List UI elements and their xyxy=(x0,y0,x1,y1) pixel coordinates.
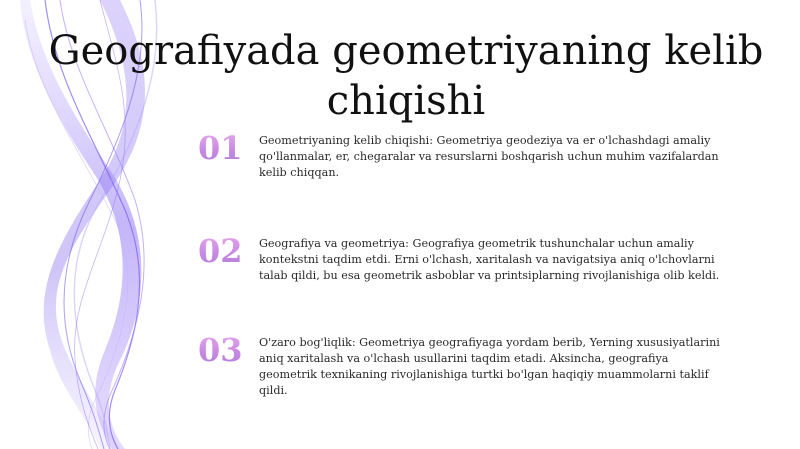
item-text: Geografiya va geometriya: Geografiya geometrik tushunchalar uchun amaliy kontekstni taqdim etdi. Erni o'lchash, xaritalash va navigatsiya aniq o'lchovlarni talab qildi, bu esa geometrik asboblar va printsiplarning rivojlanishiga olib keldi. xyxy=(259,237,720,282)
item-number: 01 xyxy=(198,131,248,165)
item-number: 02 xyxy=(198,234,248,268)
item-number: 03 xyxy=(198,333,248,367)
slide-title: Geografiyada geometriyaning kelib chiqishi xyxy=(48,28,764,124)
item-text: O'zaro bog'liqlik: Geometriya geografiyaga yordam berib, Yerning xususiyatlarini aniq xaritalash va o'lchash usullarini taqdim etadi. Aksincha, geografiya geometrik texnikaning rivojlanishiga turtki bo'lgan haqiqiy muammolarni taklif qildi. xyxy=(259,336,720,397)
item-text: Geometriyaning kelib chiqishi: Geometriya geodeziya va er o'lchashdagi amaliy qo'llanmalar, er, chegaralar va resurslarni boshqarish uchun muhim vazifalardan kelib chiqqan. xyxy=(259,134,719,179)
